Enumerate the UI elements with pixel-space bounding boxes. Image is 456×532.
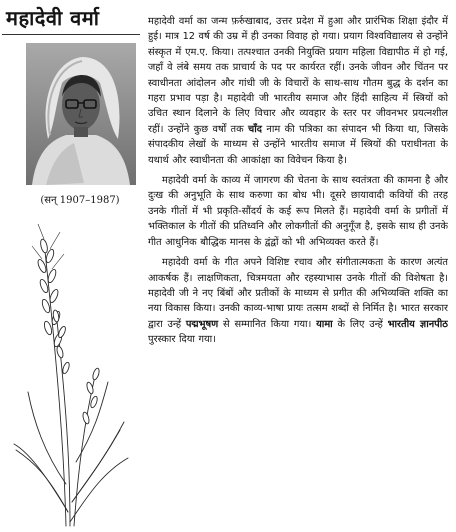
highlighted-term: भारतीय ज्ञानपीठ — [387, 318, 448, 330]
page-title: महादेवी वर्मा — [6, 6, 100, 30]
body-paragraph — [148, 14, 448, 168]
paragraph-text: महादेवी वर्मा का जन्म फ़र्रुखाबाद, उत्तर प्रदेश में हुआ और प्रारंभिक शिक्षा इंदौर में हुई। मात्र 12 वर्ष की उम्र में ही उनका विवाह हो गया। प्रयाग विश्वविद्यालय से उन्होंने संस्कृत में एम.ए. किया। तत्पश्चात उनकी नियुक्ति प्रयाग महिला विद्यापीठ में हो गई, जहाँ वे लंबे समय तक प्राचार्य के पद पर कार्यरत रहीं। उनके जीवन और चिंतन पर स्वाधीनता आंदोलन और गांधी जी के विचारों के साथ-साथ गौतम बुद्ध के दर्शन का गहरा प्रभाव पड़ा है। महादेवी जी भारतीय समाज और हिंदी साहित्य में स्त्रियों को उचित स्थान दिलाने के लिए विचार और व्यवहार के स्तर पर जीवनभर प्रयत्नशील रहीं। उन्होंने कुछ वर्षों तक — [148, 16, 448, 135]
paragraph-text: महादेवी वर्मा के काव्य में जागरण की चेतना के साथ स्वतंत्रता की कामना है और दुःख की अनुभूति के साथ करुणा का बोध भी। दूसरे छायावादी कवियों की तरह उनके गीतों में भी प्रकृति-सौंदर्य के कई रूप मिलते हैं। महादेवी वर्मा के प्रगीतों में भक्तिकाल के गीतों की प्रतिध्वनि और लोकगीतों की अनुगूँज है, इसके साथ ही उनके गीत आधुनिक बौद्धिक मानस के द्वंद्वों को भी अभिव्यक्त करते हैं। — [148, 175, 448, 248]
wheat-plant-icon — [4, 222, 138, 528]
lifespan-caption: (सन् 1907–1987) — [40, 195, 120, 206]
paragraph-text: पुरस्कार दिया गया। — [148, 334, 216, 346]
highlighted-term: यामा — [316, 318, 333, 330]
body-paragraph — [148, 255, 448, 347]
portrait-photo — [26, 43, 136, 185]
highlighted-term: चाँद — [248, 123, 263, 135]
biography-text — [148, 14, 448, 528]
title-divider — [2, 34, 140, 35]
paragraph-text: नाम की पत्रिका का संपादन भी किया था, जिसके संपादकीय लेखों के माध्यम से उन्होंने भारतीय समाज में स्त्रियों की पराधीनता के यथार्थ और स्वाधीनता की आकांक्षा का विवेचन किया है। — [148, 123, 448, 166]
body-paragraph — [148, 173, 448, 250]
paragraph-text: के लिए उन्हें — [332, 318, 388, 330]
portrait-icon — [26, 43, 136, 185]
sidebar-column — [0, 0, 142, 532]
highlighted-term: पद्मभूषण — [185, 318, 219, 330]
paragraph-text: से सम्मानित किया गया। — [218, 318, 317, 330]
paragraph-text: महादेवी वर्मा के गीत अपने विशिष्ट रचाव और संगीतात्मकता के कारण अत्यंत आकर्षक हैं। लाक्षणिकता, चित्रमयता और रहस्याभास उनके गीतों की विशेषता है। महादेवी जी ने नए बिंबों और प्रतीकों के माध्यम से प्रगीत की अभिव्यक्ति शक्ति का नया विकास किया। उनकी काव्य-भाषा प्रायः तत्सम शब्दों से निर्मित है। भारत सरकार द्वारा उन्हें — [148, 257, 448, 330]
